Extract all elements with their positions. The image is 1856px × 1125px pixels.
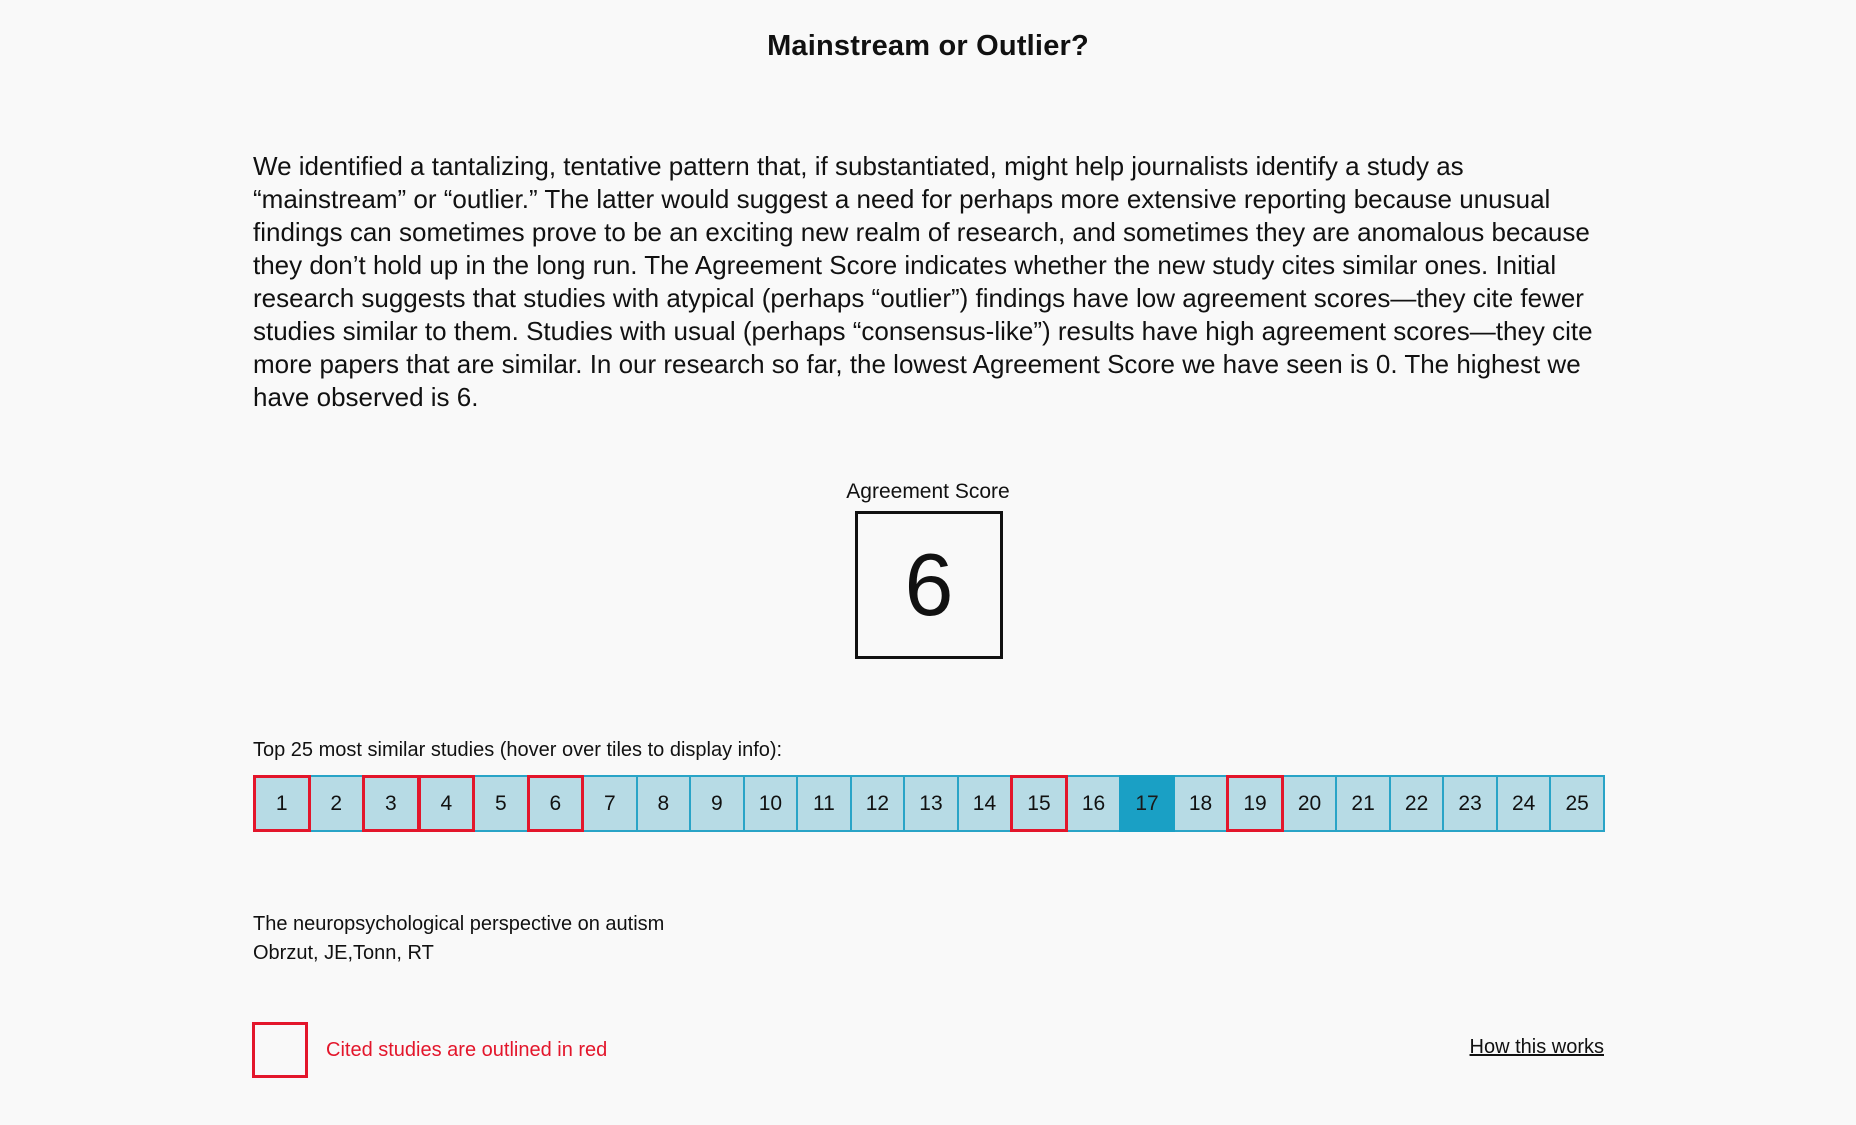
study-tile-11[interactable]: 11 [796,775,852,832]
study-tile-10[interactable]: 10 [743,775,799,832]
study-tile-19[interactable]: 19 [1226,775,1284,832]
study-tile-12[interactable]: 12 [850,775,906,832]
study-tile-16[interactable]: 16 [1066,775,1122,832]
study-tile-2[interactable]: 2 [309,775,365,832]
study-info [253,910,664,968]
legend [252,1022,607,1078]
study-tile-22[interactable]: 22 [1389,775,1445,832]
study-tile-20[interactable]: 20 [1282,775,1338,832]
agreement-score-box [855,511,1003,659]
study-tile-1[interactable]: 1 [253,775,311,832]
study-tile-25[interactable]: 25 [1549,775,1605,832]
study-tile-5[interactable]: 5 [473,775,529,832]
study-tile-23[interactable]: 23 [1442,775,1498,832]
study-tile-13[interactable]: 13 [903,775,959,832]
study-tile-6[interactable]: 6 [527,775,585,832]
page-title: Mainstream or Outlier? [767,30,1089,62]
study-tile-21[interactable]: 21 [1335,775,1391,832]
study-tile-18[interactable]: 18 [1173,775,1229,832]
agreement-score-label: Agreement Score [846,480,1010,503]
similar-studies-tiles [253,775,1605,832]
study-tile-15[interactable]: 15 [1010,775,1068,832]
study-tile-24[interactable]: 24 [1496,775,1552,832]
agreement-score-value: 6 [904,535,954,634]
study-tile-3[interactable]: 3 [362,775,420,832]
legend-red-outline-swatch [252,1022,308,1078]
similar-studies-label: Top 25 most similar studies (hover over tiles to display info): [253,739,783,761]
how-this-works-link[interactable]: How this works [1469,1036,1604,1058]
legend-text: Cited studies are outlined in red [326,1038,608,1061]
study-tile-17[interactable]: 17 [1119,775,1175,832]
study-title: The neuropsychological perspective on autism [253,913,665,935]
study-authors: Obrzut, JE,Tonn, RT [253,942,434,964]
study-tile-4[interactable]: 4 [418,775,476,832]
study-tile-14[interactable]: 14 [957,775,1013,832]
intro-paragraph: We identified a tantalizing, tentative pattern that, if substantiated, might help journalists identify a study as “mainstream” or “outlier.” The latter would suggest a need for perhaps more extensive reporting because unusual findings can sometimes prove to be an exciting new realm of research, and sometimes they are anomalous because they don’t hold up in the long run. The Agreement Score indicates whether the new study cites similar ones. Initial research suggests that studies with atypical (perhaps “outlier”) findings have low agreement scores—they cite fewer studies similar to them. Studies with usual (perhaps “consensus-like”) results have high agreement scores—they cite more papers that are similar. In our research so far, the lowest Agreement Score we have seen is 0. The highest we have observed is 6. [253,151,1593,412]
study-tile-8[interactable]: 8 [636,775,692,832]
study-tile-9[interactable]: 9 [689,775,745,832]
study-tile-7[interactable]: 7 [582,775,638,832]
